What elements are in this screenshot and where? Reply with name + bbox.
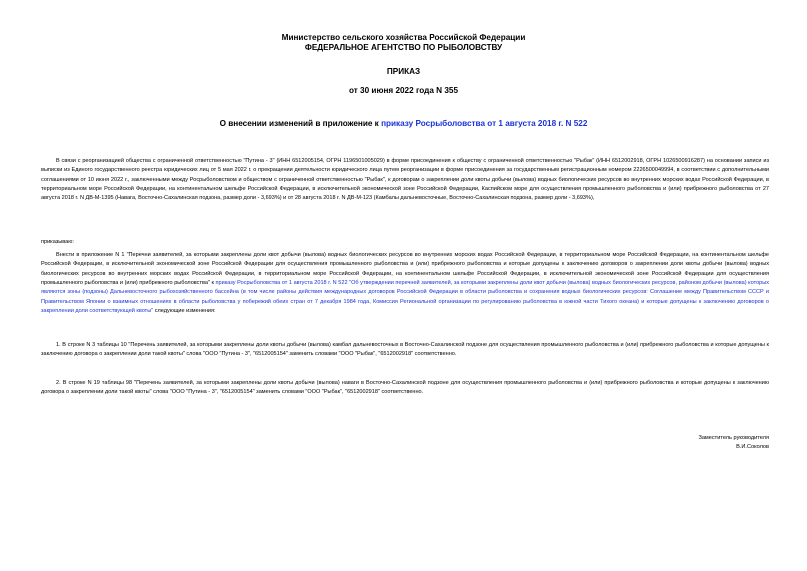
main-text-part1: Внести в приложение N 1 "Перечни заявителей, за которыми закреплены доли квот добычи (вылова) водных биологических ресурсов во внутренних морских водах Российской Федерации, в территориальном море Российской Федерации, на континентальном шельфе Российской Федерации, в исключительной экономической зоне Российской Федерации для осуществления промышленного рыболовства и (или) прибрежного рыболовства и которые допущены к заключению договоров о закреплении доли квоты добычи (вылова) водных биологических ресурсов во внутренних морских водах Российской Федерации, в территориальном море Российской Федерации, на континентальном шельфе Российской Федерации, в исключительной экономической зоне Российской Федерации для осуществления промышленного рыболовства и (или) прибрежного рыболовства" к <box>41 252 769 287</box>
preamble-paragraph <box>41 157 769 204</box>
order-522-link[interactable]: приказу Росрыболовства от 1 августа 2018 г. N 522 "Об утверждении перечней заявителей, за которыми закреплены доли квот добычи (вылова) водных биологических ресурсов, районом добычи (вылова) которых являются зоны (подзоны) Дальневосточного рыбохозяйственного бассейна (в том числе районы действия международных договоров Российской Федерации в области рыболовства и сохранения водных биологических ресурсов: Соглашение между Правительством СССР и Правительством Японии о взаимных отношениях в области рыболовства у побережий обеих стран от 7 декабря 1984 года, Комиссия Региональной организации по регулированию рыболовства в южной части Тихого океана) и которые допущены к заключению договоров о закреплении доли соответствующей квоты" <box>41 280 769 315</box>
main-paragraph <box>41 251 769 316</box>
preamble-text: В связи с реорганизацией общества с ограниченной ответственностью "Путина - 3" (ИНН 6512005154, ОГРН 1196501005029) в форме присоединения к обществу с ограниченной ответственностью "Рыбак" (ИНН 6512002918, ОГРН 1026500916287) на основании записи из выписки из Единого государственного реестра юридических лиц от 5 мая 2022 г. о прекращении деятельности юридического лица путем реорганизации в форме присоединения за государственным регистрационным номером 2226500049994, в соответствии с дополнительными соглашениями от 10 июня 2022 г., заключенными между Росрыболовством и обществом с ограниченной ответственностью "Рыбак", к договорам о закреплении доли квоты добычи (вылова) водных биологических ресурсов во внутренних морских водах Российской Федерации, в территориальном море Российской Федерации, на континентальном шельфе Российской Федерации, в исключительной экономической зоне Российской Федерации, Каспийском море для осуществления промышленного рыболовства и (или) прибрежного рыболовства от 27 августа 2018 г. N ДВ-М-1395 (Навага, Восточно-Сахалинская подзона, размер доли - 3,693%) и от 28 августа 2018 г. N ДВ-М-123 (Камбалы дальневосточные, Восточно-Сахалинская подзона, размер доли - 3,693%), <box>41 158 769 202</box>
document-date-number: от 30 июня 2022 года N 355 <box>348 86 459 95</box>
item-1-paragraph <box>41 341 769 360</box>
signature-block <box>698 434 769 453</box>
agency-name: ФЕДЕРАЛЬНОЕ АГЕНТСТВО ПО РЫБОЛОВСТВУ <box>304 43 503 52</box>
item-2-text: 2. В строке N 19 таблицы 98 "Перечень заявителей, за которыми закреплены доли квоты добычи (вылова) наваги в Восточно-Сахалинской подзоне для осуществления промышленного рыболовства и (или) прибрежного рыболовства и которые допущены к заключению договора о закреплении доли такой квоты" слова "ООО "Путина - 3", "6512005154" заменить словами "ООО "Рыбак", "6512002918" соответственно. <box>41 380 769 396</box>
title-order-link[interactable]: приказу Росрыболовства от 1 августа 2018 г. N 522 <box>381 119 588 128</box>
document-title <box>0 119 807 129</box>
item-1-text: 1. В строке N 3 таблицы 10 "Перечень заявителей, за которыми закреплены доли квоты добычи (вылова) камбал дальневосточных в Восточно-Сахалинской подзоне для осуществления промышленного рыболовства и (или) прибрежного рыболовства и которые допущены к заключению договора о закреплении доли такой квоты" слова "ООО "Путина - 3", "6512005154" заменить словами "ООО "Рыбак", "6512002918" соответственно. <box>41 342 769 358</box>
document-type: ПРИКАЗ <box>386 67 421 76</box>
signer-position: Заместитель руководителя <box>698 435 769 441</box>
order-word: приказываю: <box>41 239 74 245</box>
item-2-paragraph <box>41 379 769 398</box>
ministry-name: Министерство сельского хозяйства Российской Федерации <box>281 33 526 42</box>
main-text-part2: следующие изменения: <box>153 308 216 315</box>
title-prefix: О внесении изменений в приложение к <box>219 119 382 128</box>
signer-name: В.И.Соколов <box>736 444 769 451</box>
